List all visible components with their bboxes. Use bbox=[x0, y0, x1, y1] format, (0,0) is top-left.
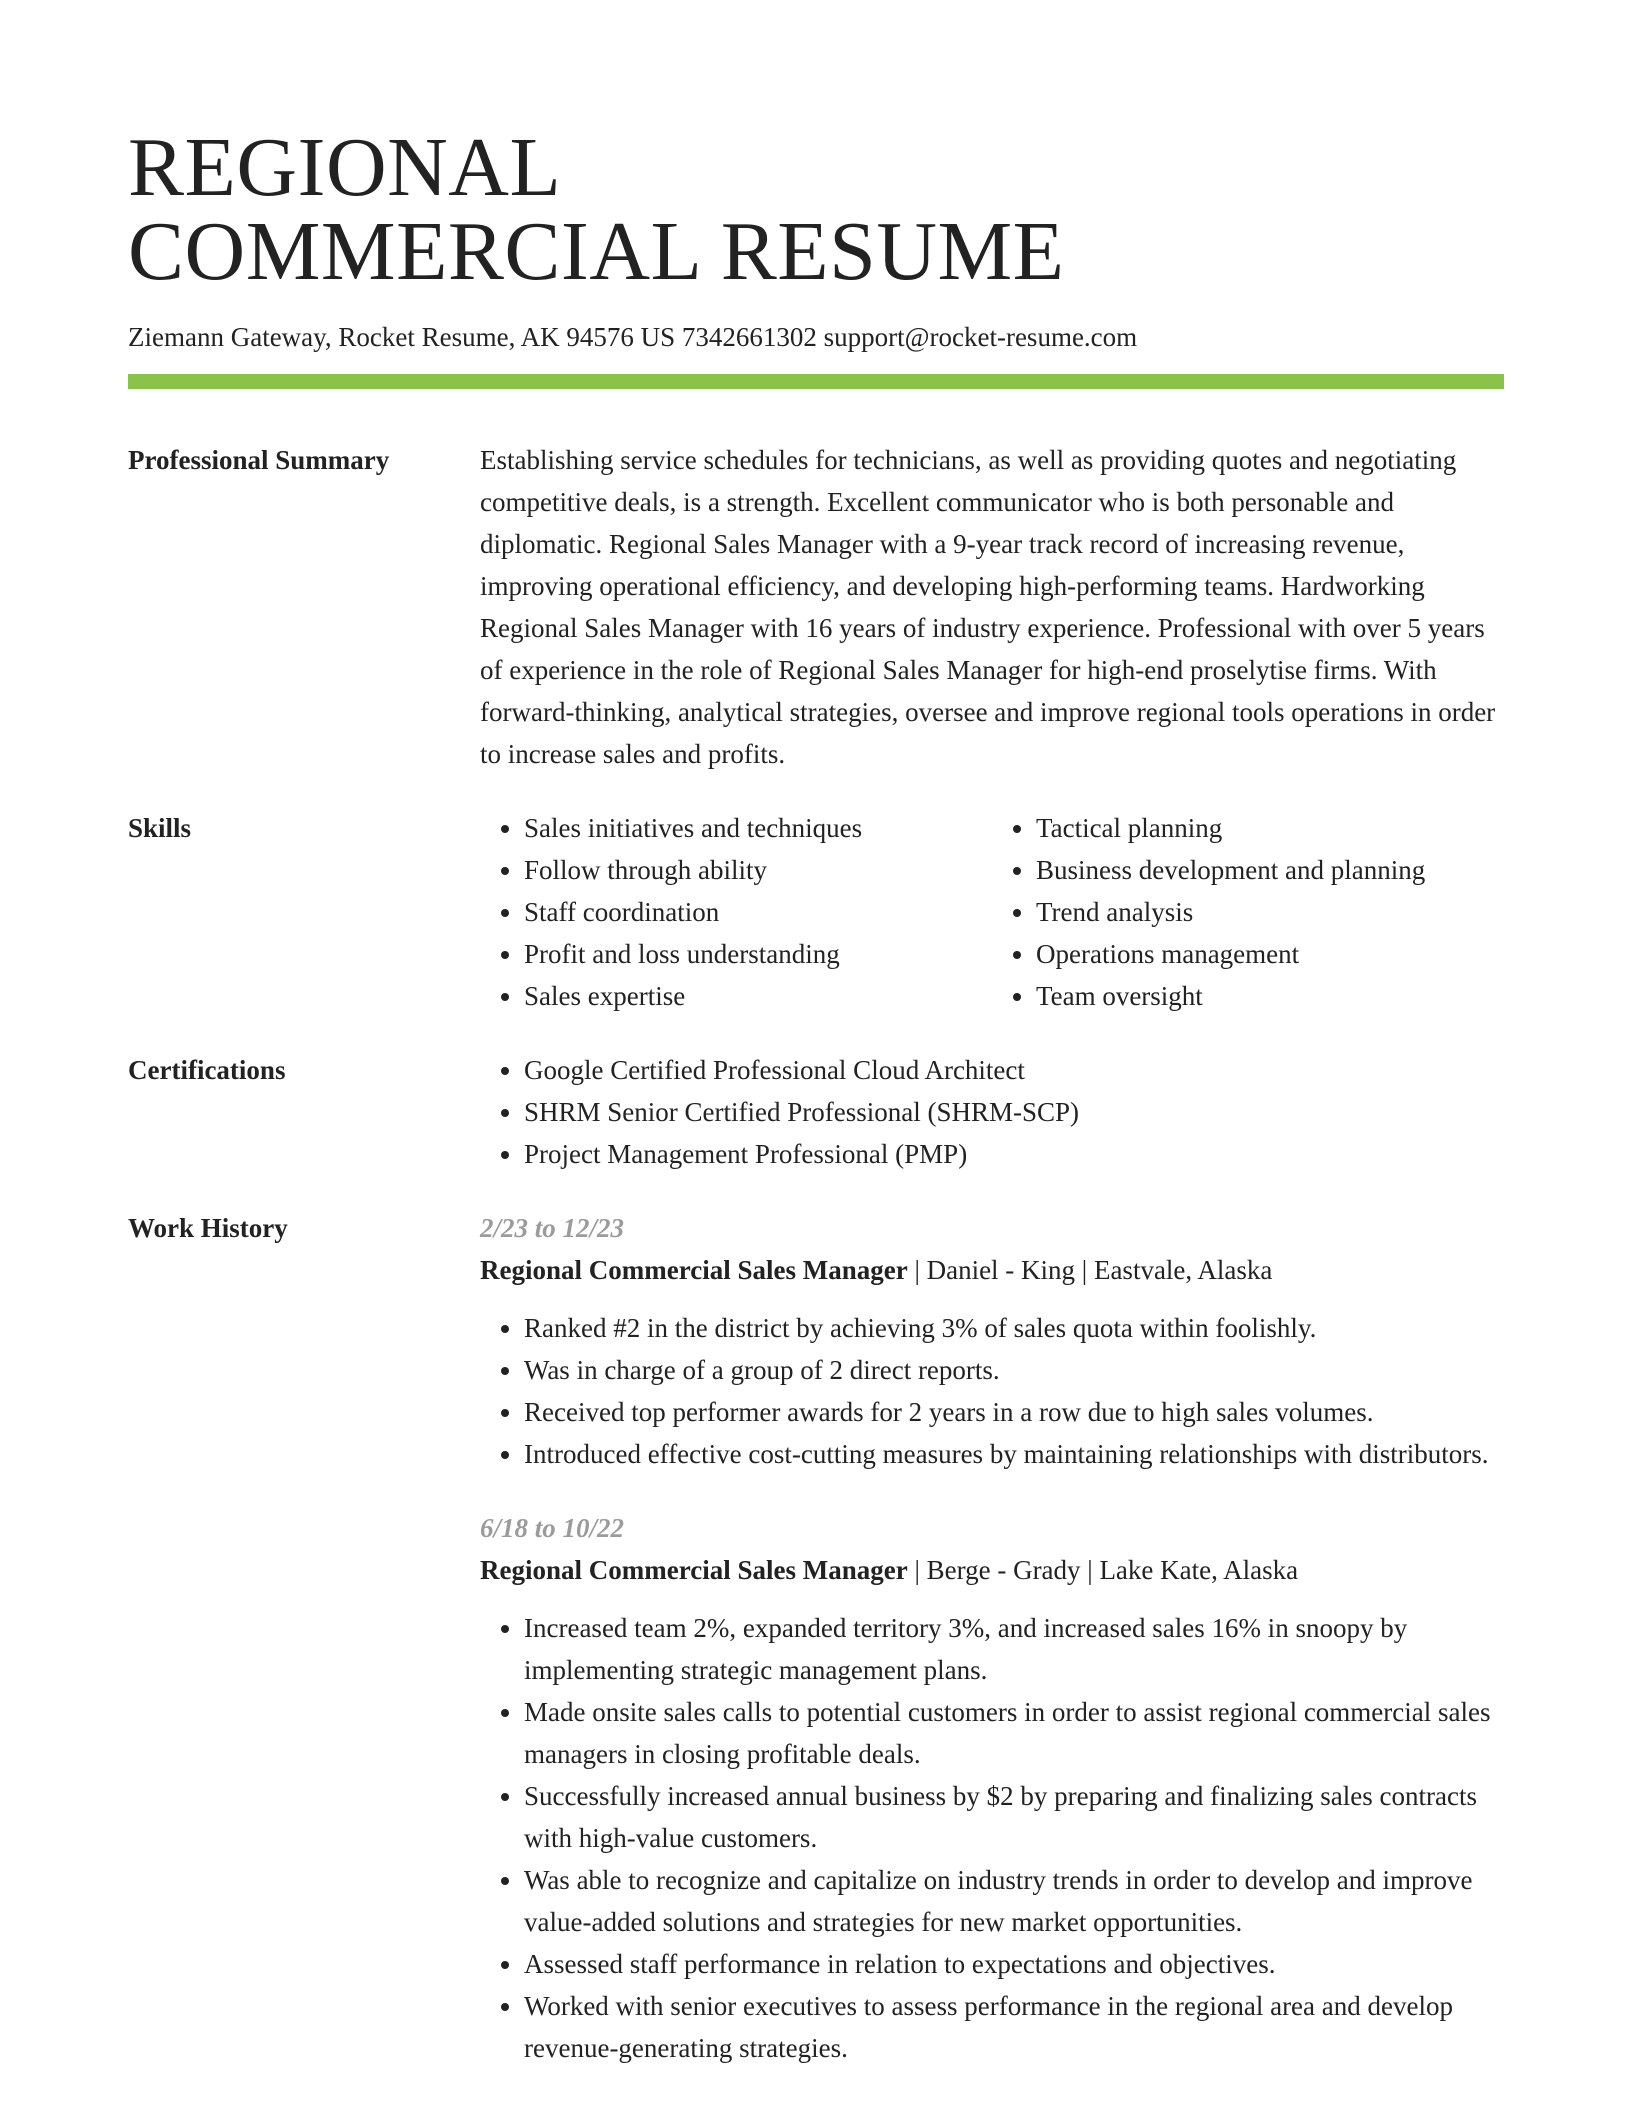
list-item: • Was able to recognize and capitalize on industry trends in order to develop and improve value-added solutions and strategies for new market opportunities. bbox=[524, 1859, 1504, 1943]
list-item: • Team oversight bbox=[1036, 975, 1504, 1017]
job-title: Regional Commercial Sales Manager bbox=[480, 1555, 908, 1585]
summary-text: Establishing service schedules for technicians, as well as providing quotes and negotiating competitive deals, is a strength. Excellent communicator who is both personable and diplomatic. Regional Sales Manager with a 9-year track record of increasing revenue, improving operational efficiency, and developing high-performing teams. Hardworking Regional Sales Manager with 16 years of industry experience. Professional with over 5 years of experience in the role of Regional Sales Manager for high-end proselytise firms. With forward-thinking, analytical strategies, oversee and improve regional tools operations in order to increase sales and profits. bbox=[480, 445, 1496, 769]
certifications-list bbox=[480, 1049, 1504, 1175]
list-item: • Tactical planning bbox=[1036, 807, 1504, 849]
job-heading bbox=[480, 1249, 1504, 1291]
list-item: • Profit and loss understanding bbox=[524, 933, 992, 975]
list-item: • SHRM Senior Certified Professional (SHRM-SCP) bbox=[524, 1091, 1504, 1133]
list-item: • Worked with senior executives to assess performance in the regional area and develop revenue-generating strategies. bbox=[524, 1985, 1504, 2069]
section-label: Skills bbox=[128, 813, 192, 843]
work-history-section bbox=[128, 1207, 1504, 2069]
accent-divider bbox=[128, 374, 1504, 389]
list-item: • Follow through ability bbox=[524, 849, 992, 891]
list-item: • Staff coordination bbox=[524, 891, 992, 933]
list-item: • Trend analysis bbox=[1036, 891, 1504, 933]
job-entry bbox=[480, 1207, 1504, 1475]
section-label: Work History bbox=[128, 1213, 288, 1243]
job-bullets bbox=[480, 1307, 1504, 1475]
contact-line: Ziemann Gateway, Rocket Resume, AK 94576 US 7342661302 support@rocket-resume.com bbox=[128, 322, 1138, 352]
title-line-2: COMMERCIAL RESUME bbox=[128, 205, 1065, 298]
list-item: • Ranked #2 in the district by achieving 3% of sales quota within foolishly. bbox=[524, 1307, 1504, 1349]
certifications-section bbox=[128, 1049, 1504, 1175]
list-item: • Sales expertise bbox=[524, 975, 992, 1017]
job-company-location: | Daniel - King | Eastvale, Alaska bbox=[907, 1255, 1273, 1285]
list-item: • Business development and planning bbox=[1036, 849, 1504, 891]
section-label: Certifications bbox=[128, 1055, 286, 1085]
list-item: • Increased team 2%, expanded territory 3%, and increased sales 16% in snoopy by implementing strategic management plans. bbox=[524, 1607, 1504, 1691]
job-title: Regional Commercial Sales Manager bbox=[480, 1255, 908, 1285]
list-item: • Was in charge of a group of 2 direct reports. bbox=[524, 1349, 1504, 1391]
section-label: Professional Summary bbox=[128, 445, 390, 475]
title-line-1: REGIONAL bbox=[128, 121, 562, 214]
list-item: • Google Certified Professional Cloud Architect bbox=[524, 1049, 1504, 1091]
job-bullets bbox=[480, 1607, 1504, 2069]
skills-list-right bbox=[992, 807, 1504, 1017]
list-item: • Made onsite sales calls to potential customers in order to assist regional commercial sales managers in closing profitable deals. bbox=[524, 1691, 1504, 1775]
skills-list-left bbox=[480, 807, 992, 1017]
job-dates: 2/23 to 12/23 bbox=[480, 1213, 625, 1243]
list-item: • Received top performer awards for 2 years in a row due to high sales volumes. bbox=[524, 1391, 1504, 1433]
job-entry bbox=[480, 1507, 1504, 2069]
list-item: • Sales initiatives and techniques bbox=[524, 807, 992, 849]
professional-summary-section bbox=[128, 389, 1504, 775]
job-heading bbox=[480, 1549, 1504, 1591]
job-company-location: | Berge - Grady | Lake Kate, Alaska bbox=[907, 1555, 1299, 1585]
skills-section bbox=[128, 807, 1504, 1017]
job-dates: 6/18 to 10/22 bbox=[480, 1513, 625, 1543]
list-item: • Introduced effective cost-cutting measures by maintaining relationships with distributors. bbox=[524, 1433, 1504, 1475]
list-item: • Successfully increased annual business by $2 by preparing and finalizing sales contracts with high-value customers. bbox=[524, 1775, 1504, 1859]
list-item: • Operations management bbox=[1036, 933, 1504, 975]
resume-title bbox=[128, 121, 1504, 298]
list-item: • Assessed staff performance in relation to expectations and objectives. bbox=[524, 1943, 1504, 1985]
list-item: • Project Management Professional (PMP) bbox=[524, 1133, 1504, 1175]
